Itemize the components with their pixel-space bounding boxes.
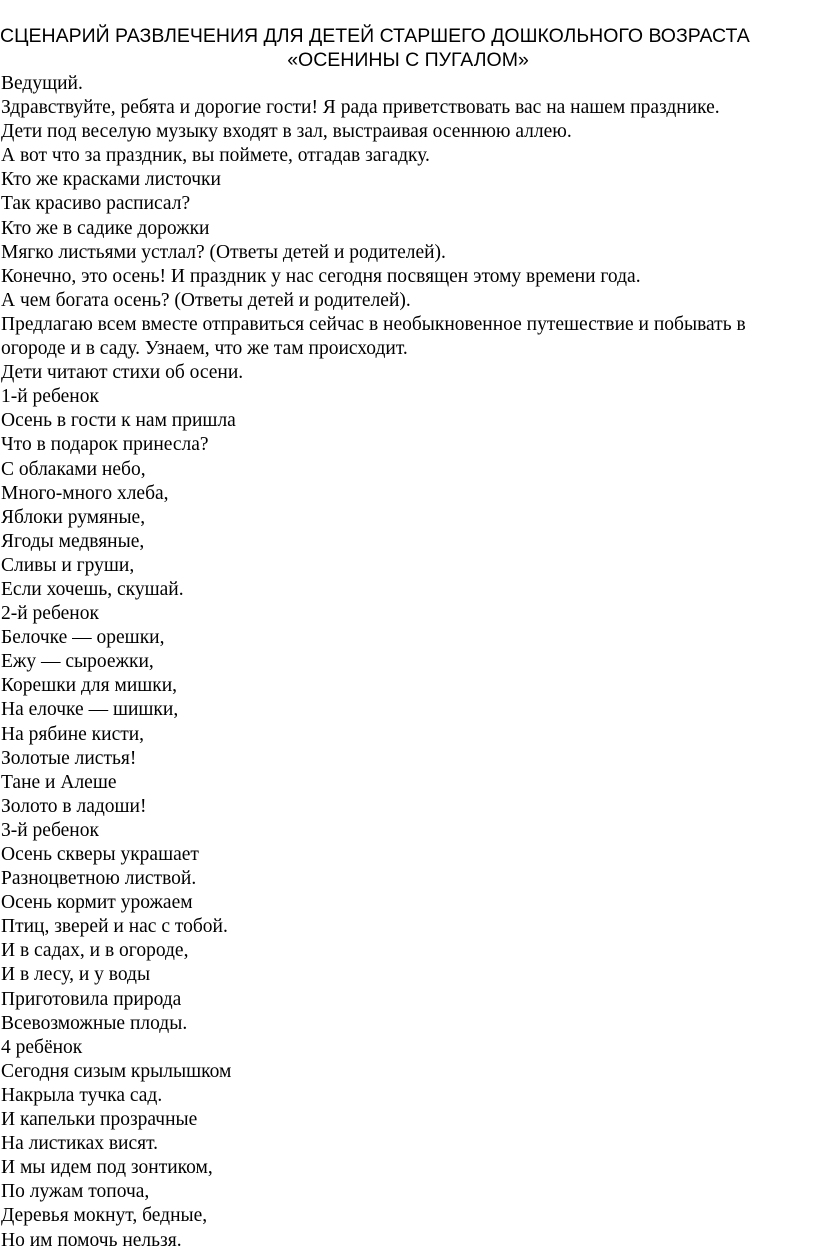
text-line: Золотые листья! — [1, 747, 137, 769]
text-line: 1-й ребенок — [1, 386, 99, 408]
text-line: Сливы и груши, — [1, 554, 135, 576]
text-line: Конечно, это осень! И праздник у нас сегодня посвящен этому времени года. — [1, 265, 641, 287]
text-line: А вот что за праздник, вы поймете, отгадав загадку. — [1, 145, 430, 167]
text-line: 2-й ребенок — [1, 603, 99, 625]
text-line: Разноцветною листвой. — [1, 868, 197, 890]
document-title-line-1: СЦЕНАРИЙ РАЗВЛЕЧЕНИЯ ДЛЯ ДЕТЕЙ СТАРШЕГО ДОШКОЛЬНОГО ВОЗРАСТА — [0, 25, 750, 47]
text-line: Что в подарок принесла? — [1, 434, 209, 456]
text-line: Осень скверы украшает — [1, 844, 199, 865]
document-title-line-2: «ОСЕНИНЫ С ПУГАЛОМ» — [287, 49, 529, 71]
text-line: Всевозможные плоды. — [1, 1012, 188, 1034]
text-line: Корешки для мишки, — [1, 675, 178, 697]
text-line: И капельки прозрачные — [1, 1109, 198, 1131]
text-line: Много-много хлеба, — [1, 482, 169, 504]
text-line: 4 ребёнок — [1, 1036, 83, 1058]
text-line: На рябине кисти, — [1, 723, 145, 745]
text-line: А чем богата осень? (Ответы детей и родителей). — [1, 289, 411, 311]
text-line: Предлагаю всем вместе отправиться сейчас в необыкновенное путешествие и побывать в — [1, 313, 746, 335]
text-line: Кто же в садике дорожки — [1, 217, 210, 239]
text-line: Деревья мокнут, бедные, — [1, 1205, 208, 1227]
text-line: Мягко листьями устлал? (Ответы детей и родителей). — [1, 241, 446, 263]
text-line: Так красиво расписал? — [1, 193, 191, 215]
text-line: Птиц, зверей и нас с тобой. — [1, 916, 228, 938]
text-line: Но им помочь нельзя. — [1, 1229, 182, 1251]
text-line: Ведущий. — [1, 73, 83, 94]
text-line: Если хочешь, скушай. — [1, 578, 184, 600]
text-line: Золото в ладоши! — [1, 795, 147, 817]
text-line: Дети читают стихи об осени. — [1, 362, 244, 384]
text-line: Осень кормит урожаем — [1, 892, 193, 914]
document-page — [0, 24, 816, 1253]
text-line: По лужам топоча, — [1, 1181, 150, 1203]
text-line: На елочке — шишки, — [1, 699, 179, 721]
text-line: Накрыла тучка сад. — [1, 1084, 163, 1106]
text-line: 3-й ребенок — [1, 819, 99, 841]
text-line: Дети под веселую музыку входят в зал, выстраивая осеннюю аллею. — [1, 121, 572, 143]
text-line: Сегодня сизым крылышком — [1, 1060, 232, 1082]
text-line: Белочке — орешки, — [1, 627, 165, 649]
text-line: огороде и в саду. Узнаем, что же там происходит. — [1, 338, 408, 360]
text-line: Здравствуйте, ребята и дорогие гости! Я рада приветствовать вас на нашем празднике. — [1, 97, 720, 119]
text-line: Приготовила природа — [1, 988, 182, 1010]
text-line: И в лесу, и у воды — [1, 964, 151, 986]
text-line: И в садах, и в огороде, — [1, 940, 189, 962]
text-line: Тане и Алеше — [1, 771, 117, 793]
document-body — [0, 72, 816, 1253]
text-line: Осень в гости к нам пришла — [1, 410, 236, 432]
text-line: С облаками небо, — [1, 458, 146, 480]
text-line: Ягоды медвяные, — [1, 530, 145, 552]
text-line: И мы идем под зонтиком, — [1, 1157, 213, 1179]
text-line: Кто же красками листочки — [1, 169, 221, 191]
text-line: На листиках висят. — [1, 1133, 159, 1155]
text-line: Ежу — сыроежки, — [1, 651, 154, 673]
text-line: Яблоки румяные, — [1, 506, 146, 528]
